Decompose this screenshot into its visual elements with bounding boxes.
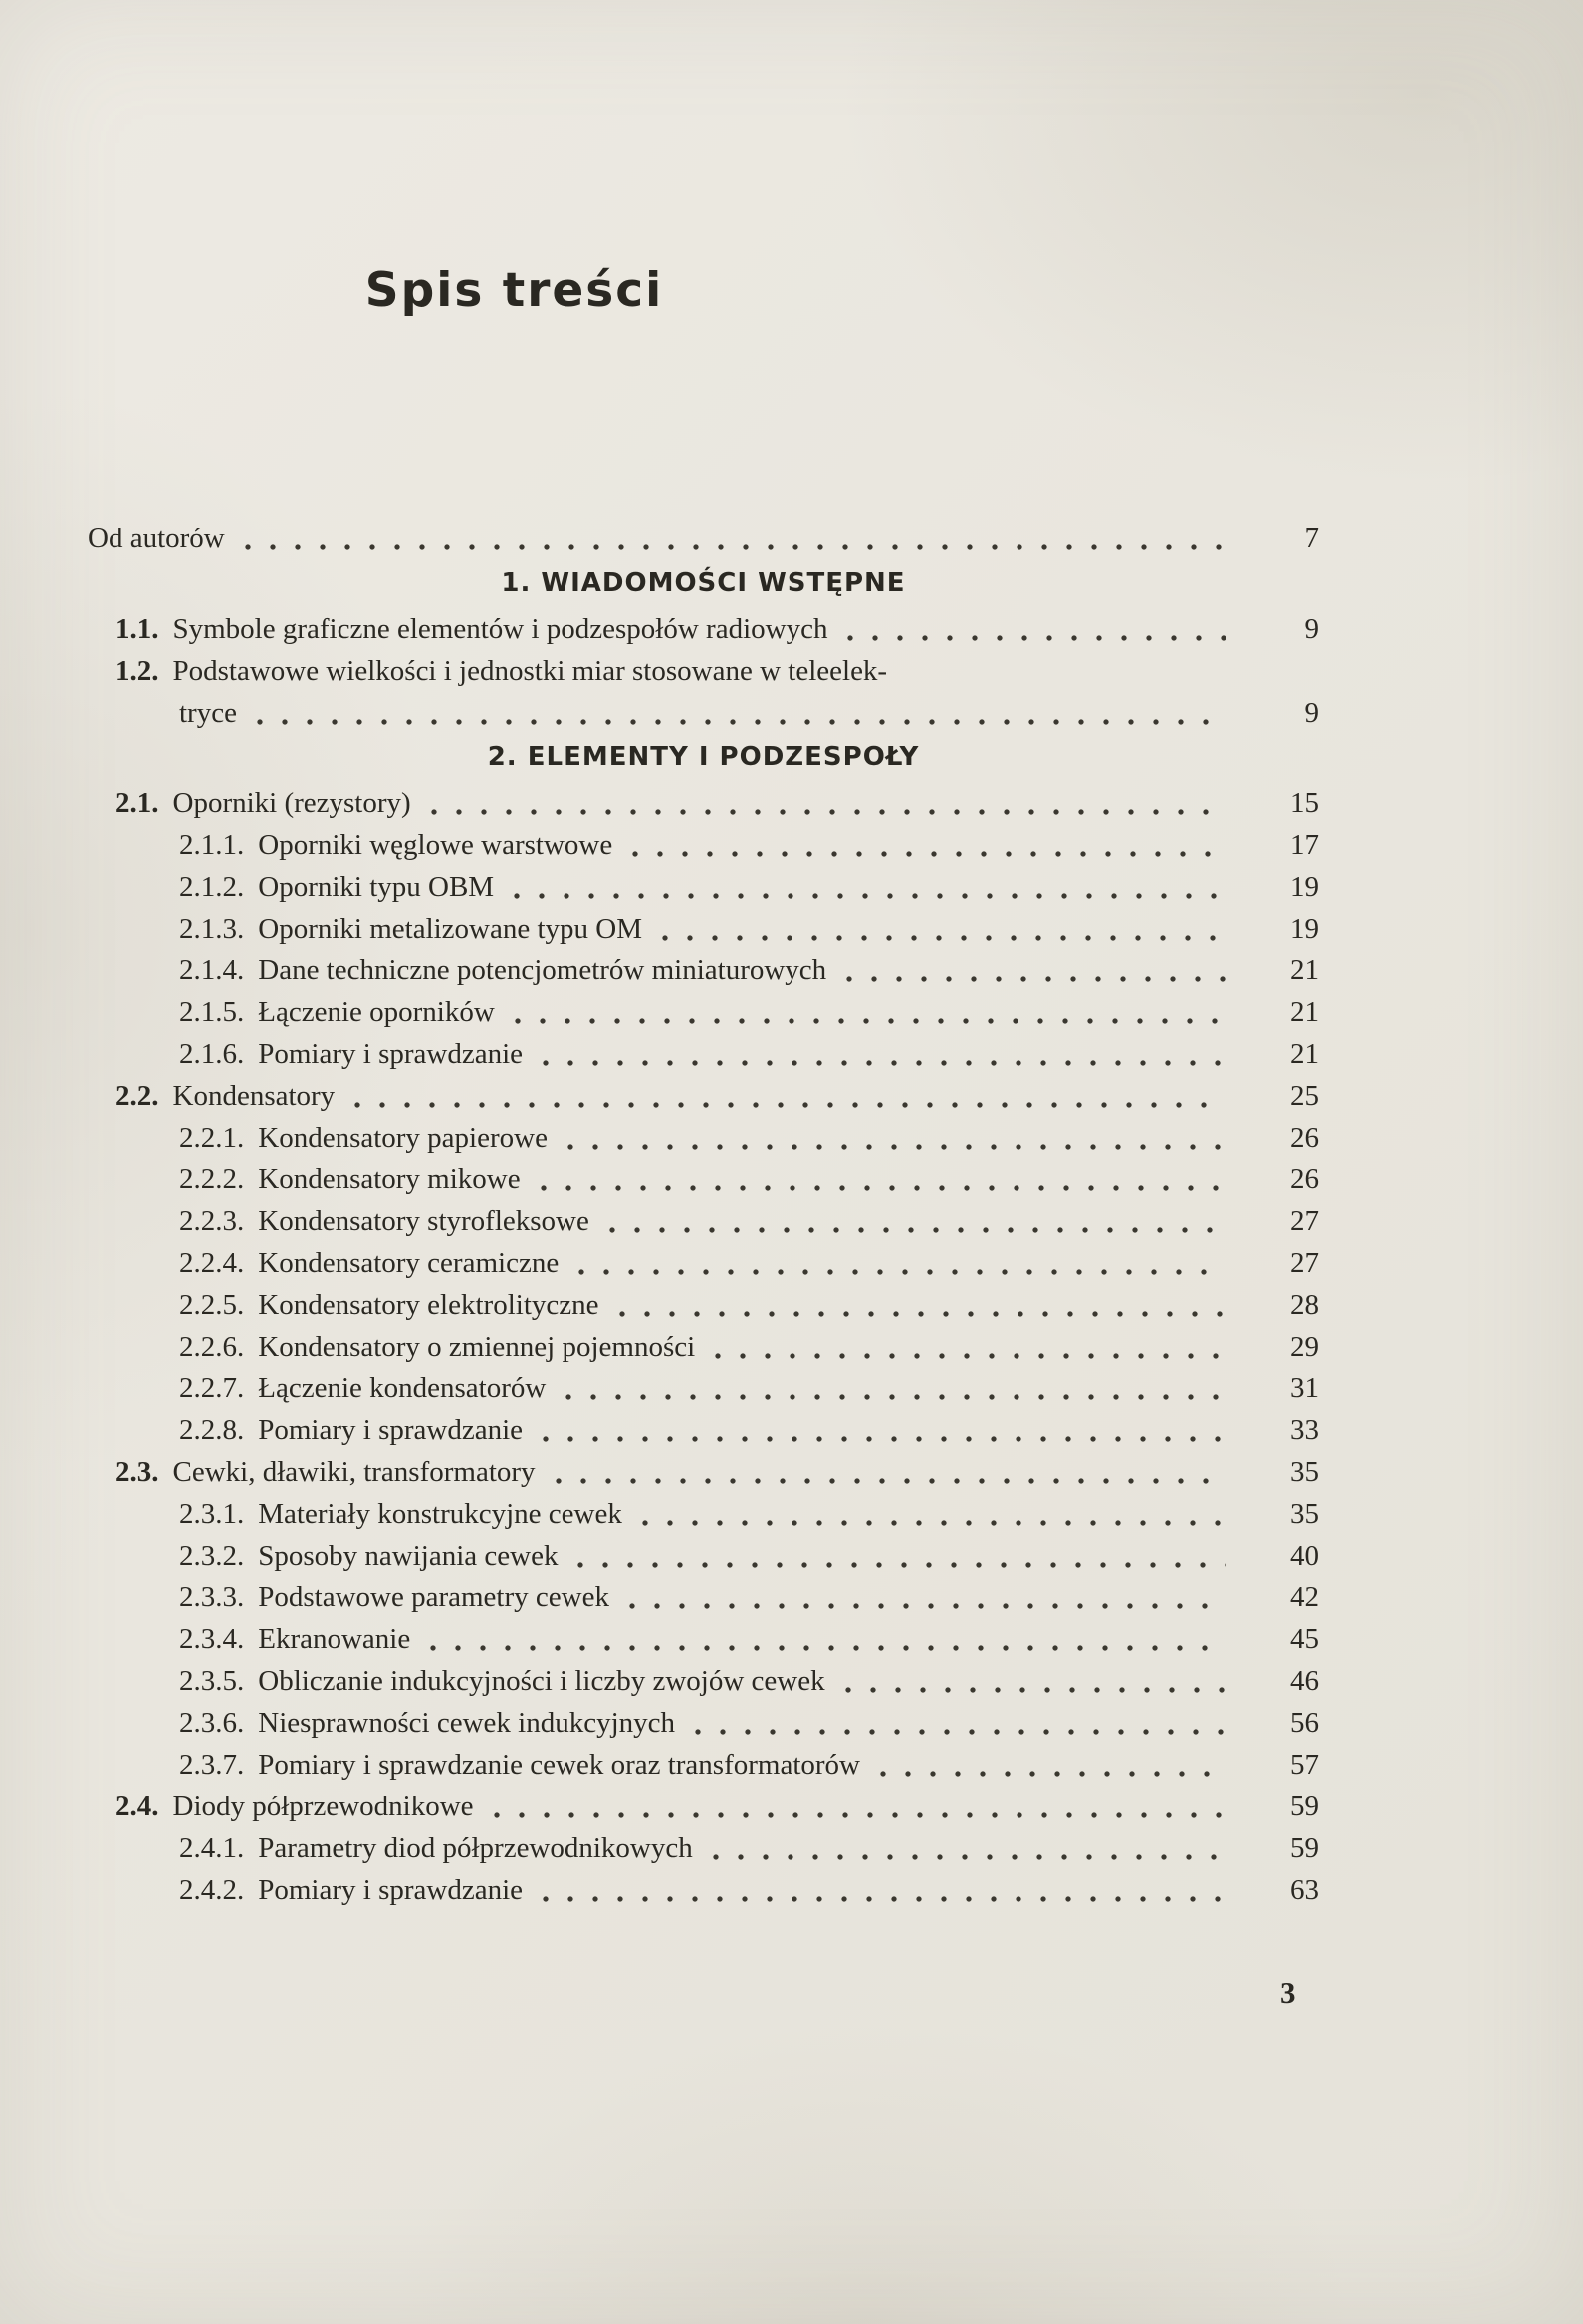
toc-leader-dots [713, 1854, 1226, 1860]
toc-entry-page: 33 [1290, 1414, 1319, 1446]
toc-entry [88, 518, 1319, 559]
toc-entry [88, 608, 1319, 650]
toc-entry-page: 27 [1290, 1205, 1319, 1237]
toc-entry-label: Kondensatory styrofleksowe [258, 1205, 589, 1237]
toc-entry [88, 1409, 1319, 1451]
toc-entry-label: Obliczanie indukcyjności i liczby zwojów cewek [258, 1665, 825, 1697]
table-of-contents [88, 518, 1319, 1911]
toc-leader-dots [619, 1311, 1227, 1317]
toc-entry-number: 2.2.2. [179, 1163, 245, 1195]
toc-entry-number: 2.2.7. [179, 1373, 245, 1404]
toc-entry-number: 2.2.1. [179, 1122, 245, 1154]
toc-entry-label: Pomiary i sprawdzanie cewek oraz transformatorów [258, 1749, 860, 1781]
toc-entry-page: 21 [1290, 954, 1319, 986]
toc-entry-number: 2.3. [115, 1456, 159, 1488]
toc-entry-page: 27 [1290, 1247, 1319, 1279]
toc-entry-page: 26 [1290, 1163, 1319, 1195]
toc-leader-dots [543, 1436, 1226, 1442]
toc-entry [88, 1618, 1319, 1660]
toc-entry-page: 35 [1290, 1456, 1319, 1488]
toc-leader-dots [846, 976, 1226, 982]
toc-entry-number: 2.1. [115, 787, 159, 819]
toc-leader-dots [642, 1520, 1226, 1526]
toc-leader-dots [514, 893, 1226, 899]
toc-entry-page: 56 [1290, 1707, 1319, 1739]
toc-entry-label: Cewki, dławiki, transformatory [172, 1456, 536, 1488]
toc-entry [88, 1451, 1319, 1493]
toc-entry [88, 1702, 1319, 1744]
toc-entry-label: Niesprawności cewek indukcyjnych [258, 1707, 676, 1739]
toc-entry-page: 59 [1290, 1791, 1319, 1822]
toc-entry-number: 2.3.3. [179, 1582, 245, 1613]
toc-leader-dots [845, 1687, 1226, 1693]
toc-entry [88, 1827, 1319, 1869]
toc-entry-label: Oporniki metalizowane typu OM [258, 913, 643, 945]
toc-entry-label: Pomiary i sprawdzanie [258, 1414, 524, 1446]
toc-entry-label: Symbole graficzne elementów i podzespołów radiowych [172, 613, 828, 645]
toc-entry-page: 25 [1290, 1080, 1319, 1112]
toc-leader-dots [629, 1603, 1226, 1609]
toc-entry-page: 19 [1290, 871, 1319, 903]
toc-entry [88, 1368, 1319, 1409]
toc-entry-page: 63 [1290, 1874, 1319, 1906]
toc-entry-label: Parametry diod półprzewodnikowych [258, 1832, 693, 1864]
toc-leader-dots [494, 1812, 1226, 1818]
toc-entry-page: 57 [1290, 1749, 1319, 1781]
toc-entry-page: 9 [1304, 613, 1319, 645]
toc-entry-number: 2.4. [115, 1791, 159, 1822]
toc-entry [88, 1242, 1319, 1284]
toc-entry-page: 26 [1290, 1122, 1319, 1154]
toc-entry-number: 1.2. [115, 655, 159, 687]
toc-leader-dots [695, 1729, 1226, 1735]
toc-entry [88, 650, 1319, 692]
toc-entry-page: 28 [1290, 1289, 1319, 1321]
toc-leader-dots [565, 1394, 1226, 1400]
toc-entry-page: 29 [1290, 1331, 1319, 1363]
toc-entry-number: 2.1.4. [179, 954, 245, 986]
toc-entry [88, 908, 1319, 950]
toc-entry-number: 2.2.6. [179, 1331, 245, 1363]
toc-leader-dots [578, 1269, 1226, 1275]
toc-leader-dots [556, 1478, 1226, 1484]
toc-entry-label: Kondensatory ceramiczne [258, 1247, 560, 1279]
toc-entry-number: 2.4.1. [179, 1832, 245, 1864]
toc-entry-page: 59 [1290, 1832, 1319, 1864]
toc-entry [88, 1159, 1319, 1200]
toc-leader-dots [245, 544, 1226, 550]
toc-entry-label: Kondensatory mikowe [258, 1163, 521, 1195]
page-number: 3 [1280, 1975, 1296, 2009]
toc-entry-number: 2.1.6. [179, 1038, 245, 1070]
toc-entry-page: 42 [1290, 1582, 1319, 1613]
toc-entry-label: Pomiary i sprawdzanie [258, 1038, 524, 1070]
toc-leader-dots [567, 1144, 1226, 1150]
toc-entry-number: 2.1.5. [179, 996, 245, 1028]
toc-entry-label: Oporniki węglowe warstwowe [258, 829, 613, 861]
toc-leader-dots [847, 635, 1226, 641]
toc-entry-page: 9 [1304, 697, 1319, 729]
toc-leader-dots [257, 719, 1226, 725]
toc-leader-dots [543, 1060, 1226, 1066]
toc-entry-label: Łączenie kondensatorów [258, 1373, 547, 1404]
toc-entry [88, 1744, 1319, 1786]
toc-leader-dots [354, 1102, 1226, 1108]
toc-entry-page: 46 [1290, 1665, 1319, 1697]
toc-entry [88, 1117, 1319, 1159]
toc-entry-number: 2.3.5. [179, 1665, 245, 1697]
toc-entry [88, 1577, 1319, 1618]
toc-entry [88, 1033, 1319, 1075]
toc-leader-dots [430, 1645, 1226, 1651]
toc-leader-dots [880, 1771, 1226, 1777]
toc-leader-dots [431, 809, 1226, 815]
toc-entry-number: 2.2.5. [179, 1289, 245, 1321]
toc-entry [88, 991, 1319, 1033]
toc-entry-number: 2.1.1. [179, 829, 245, 861]
toc-entry-label: tryce [179, 697, 237, 729]
toc-entry-number: 2.3.7. [179, 1749, 245, 1781]
toc-entry-number: 2.3.1. [179, 1498, 245, 1530]
toc-entry-label: Ekranowanie [258, 1623, 411, 1655]
toc-entry-label: Pomiary i sprawdzanie [258, 1874, 524, 1906]
toc-leader-dots [543, 1896, 1226, 1902]
toc-entry-label: Oporniki typu OBM [258, 871, 495, 903]
toc-entry [88, 1200, 1319, 1242]
toc-entry [88, 1284, 1319, 1326]
toc-entry-page: 31 [1290, 1373, 1319, 1404]
toc-entry-label: Kondensatory o zmiennej pojemności [258, 1331, 696, 1363]
toc-entry-number: 2.2.4. [179, 1247, 245, 1279]
toc-entry [88, 1326, 1319, 1368]
toc-entry-page: 17 [1290, 829, 1319, 861]
toc-entry [88, 1869, 1319, 1911]
toc-entry-number: 2.1.3. [179, 913, 245, 945]
toc-entry-label: Diody półprzewodnikowe [172, 1791, 474, 1822]
toc-entry-label: Od autorów [88, 523, 225, 554]
toc-entry-number: 2.4.2. [179, 1874, 245, 1906]
toc-entry-page: 45 [1290, 1623, 1319, 1655]
toc-leader-dots [577, 1562, 1226, 1568]
toc-leader-dots [715, 1353, 1226, 1359]
toc-entry-label: Dane techniczne potencjometrów miniaturowych [258, 954, 827, 986]
section-heading: 2. ELEMENTY I PODZESPOŁY [487, 742, 920, 772]
toc-entry-label: Podstawowe parametry cewek [258, 1582, 609, 1613]
toc-entry-continuation [88, 692, 1319, 734]
toc-entry-page: 15 [1290, 787, 1319, 819]
toc-entry-number: 1.1. [115, 613, 159, 645]
toc-entry-page: 7 [1304, 523, 1319, 554]
toc-leader-dots [662, 935, 1226, 941]
toc-entry-number: 2.2. [115, 1080, 159, 1112]
toc-entry-label: Sposoby nawijania cewek [258, 1540, 559, 1572]
toc-entry [88, 824, 1319, 866]
toc-entry-page: 19 [1290, 913, 1319, 945]
toc-entry-number: 2.2.3. [179, 1205, 245, 1237]
toc-entry [88, 782, 1319, 824]
page-title: Spis treści [364, 263, 664, 317]
toc-entry-label: Podstawowe wielkości i jednostki miar stosowane w teleelek- [172, 655, 888, 687]
toc-entry [88, 1535, 1319, 1577]
toc-entry-page: 21 [1290, 996, 1319, 1028]
toc-entry [88, 1075, 1319, 1117]
toc-entry-label: Kondensatory elektrolityczne [258, 1289, 599, 1321]
toc-entry [88, 866, 1319, 908]
toc-entry [88, 1786, 1319, 1827]
toc-leader-dots [541, 1185, 1226, 1191]
toc-entry-number: 2.3.4. [179, 1623, 245, 1655]
toc-entry-label: Oporniki (rezystory) [172, 787, 411, 819]
toc-entry-label: Łączenie oporników [258, 996, 495, 1028]
toc-leader-dots [609, 1227, 1226, 1233]
toc-entry-page: 40 [1290, 1540, 1319, 1572]
toc-leader-dots [632, 851, 1226, 857]
section-heading: 1. WIADOMOŚCI WSTĘPNE [501, 568, 906, 598]
toc-entry-label: Kondensatory [172, 1080, 336, 1112]
toc-entry-number: 2.3.6. [179, 1707, 245, 1739]
toc-entry [88, 1493, 1319, 1535]
toc-entry [88, 1660, 1319, 1702]
toc-entry-number: 2.2.8. [179, 1414, 245, 1446]
toc-entry-label: Kondensatory papierowe [258, 1122, 548, 1154]
toc-entry-number: 2.3.2. [179, 1540, 245, 1572]
toc-entry-page: 35 [1290, 1498, 1319, 1530]
toc-entry-number: 2.1.2. [179, 871, 245, 903]
toc-entry [88, 950, 1319, 991]
toc-leader-dots [515, 1018, 1226, 1024]
toc-entry-label: Materiały konstrukcyjne cewek [258, 1498, 622, 1530]
toc-entry-page: 21 [1290, 1038, 1319, 1070]
